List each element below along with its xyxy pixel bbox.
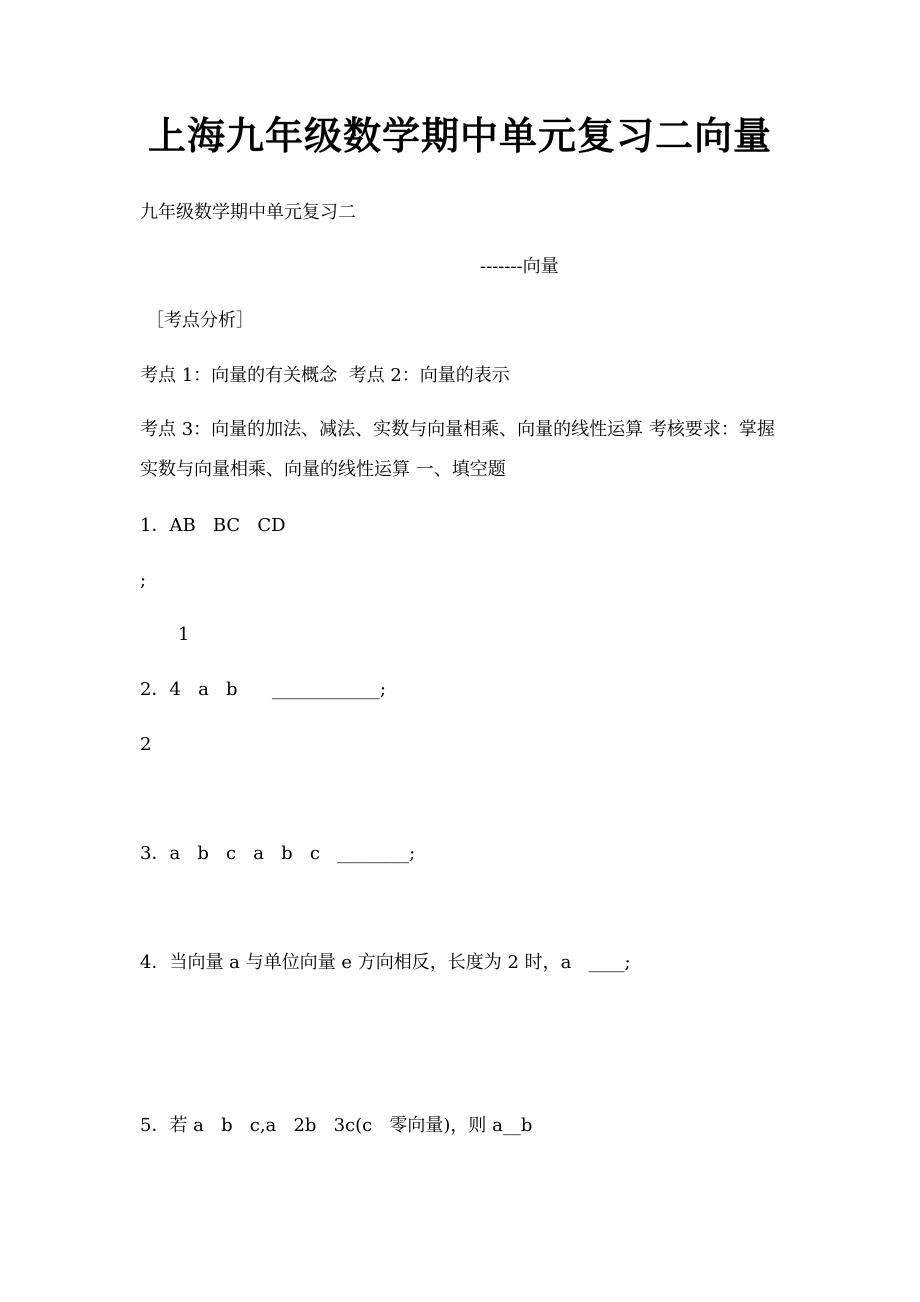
question-3: 3．a b c a b c ________;: [140, 843, 416, 864]
question-5: 5．若 a b c,a 2b 3c(c 零向量)，则 a__b: [140, 1115, 533, 1136]
question-2: 2．4 a b ____________;: [140, 679, 386, 700]
section-heading: ［考点分析］: [146, 310, 254, 331]
document-title: 上海九年级数学期中单元复习二向量: [147, 113, 772, 158]
fraction-denominator: 2: [140, 734, 152, 755]
document-subtitle: 九年级数学期中单元复习二: [140, 202, 356, 223]
document-subtitle-right: -------向量: [480, 256, 559, 277]
exam-points-line-1: 考点 1：向量的有关概念 考点 2：向量的表示: [140, 365, 510, 386]
question-4: 4．当向量 a 与单位向量 e 方向相反，长度为 2 时，a ____;: [140, 952, 631, 973]
exam-points-line-2: 考点 3：向量的加法、减法、实数与向量相乘、向量的线性运算 考核要求：掌握实数与向量相乘、向量的线性运算 一、填空题: [140, 419, 775, 480]
fraction-numerator: 1: [178, 624, 190, 645]
question-1-semicolon: ;: [140, 570, 147, 591]
question-1: 1．AB BC CD: [140, 515, 286, 536]
